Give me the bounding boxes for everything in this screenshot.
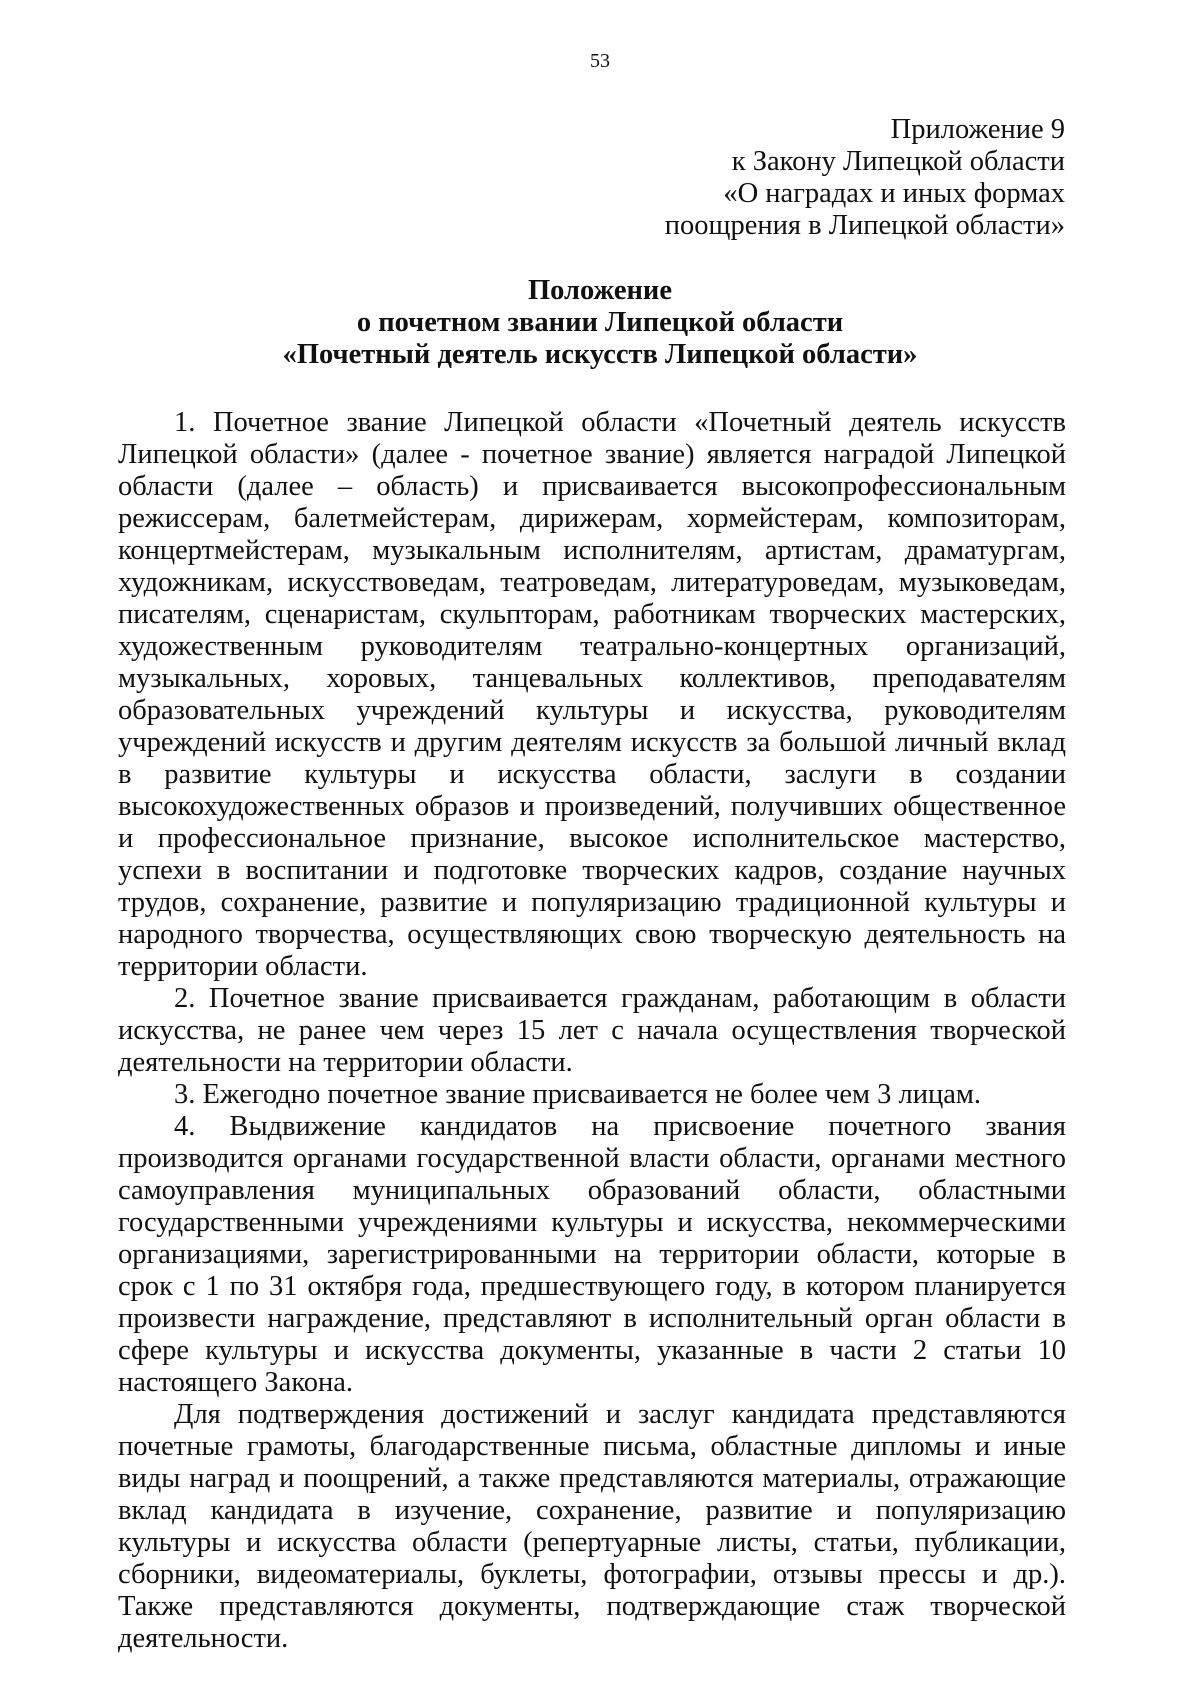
appendix-line: к Закону Липецкой области xyxy=(731,146,1065,177)
paragraph-4: 4. Выдвижение кандидатов на присвоение почетного звания производится органами государственной власти области, органами местного самоуправления муниципальных образований области, областными государственными учреждениями культуры и искусства, некоммерческими организациями, зарегистрированными на территории области, которые в срок с 1 по 31 октября года, предшествующего году, в котором планируется произвести награждение, представляют в исполнительный орган области в сфере культуры и искусства документы, указанные в части 2 статьи 10 настоящего Закона. xyxy=(118,1111,1066,1398)
title-line: Положение xyxy=(527,275,672,306)
appendix-line: поощрения в Липецкой области» xyxy=(664,210,1065,241)
paragraph-1: 1. Почетное звание Липецкой области «Почетный деятель искусств Липецкой области» (далее - почетное звание) является наградой Липецкой области (далее – область) и присваивается высокопрофессиональным режиссерам, балетмейстерам, дирижерам, хормейстерам, композиторам, концертмейстерам, музыкальным исполнителям, артистам, драматургам, художникам, искусствоведам, театроведам, литературоведам, музыковедам, писателям, сценаристам, скульпторам, работникам творческих мастерских, художественным руководителям театрально-концертных организаций, музыкальных, хоровых, танцевальных коллективов, преподавателям образовательных учреждений культуры и искусства, руководителям учреждений искусств и другим деятелям искусств за большой личный вклад в развитие культуры и искусства области, заслуги в создании высокохудожественных образов и произведений, получивших общественное и профессиональное признание, высокое исполнительское мастерство, успехи в воспитании и подготовке творческих кадров, создание научных трудов, сохранение, развитие и популяризацию традиционной культуры и народного творчества, осуществляющих свою творческую деятельность на территории области. xyxy=(118,407,1066,982)
page-number: 53 xyxy=(590,50,610,72)
paragraph-2: 2. Почетное звание присваивается гражданам, работающим в области искусства, не ранее чем через 15 лет с начала осуществления творческой деятельности на территории области. xyxy=(118,983,1066,1078)
appendix-line: «О наградах и иных формах xyxy=(723,178,1065,209)
appendix-header xyxy=(545,114,1065,242)
document-body xyxy=(118,407,1066,1655)
title-line: о почетном звании Липецкой области xyxy=(356,307,844,338)
title-line: «Почетный деятель искусств Липецкой области» xyxy=(282,339,918,370)
paragraph-5: Для подтверждения достижений и заслуг кандидата представляются почетные грамоты, благодарственные письма, областные дипломы и иные виды наград и поощрений, а также представляются материалы, отражающие вклад кандидата в изучение, сохранение, развитие и популяризацию культуры и искусства области (репертуарные листы, статьи, публикации, сборники, видеоматериалы, буклеты, фотографии, отзывы прессы и др.). Также представляются документы, подтверждающие стаж творческой деятельности. xyxy=(118,1399,1066,1654)
appendix-line: Приложение 9 xyxy=(890,114,1065,145)
paragraph-3: 3. Ежегодно почетное звание присваивается не более чем 3 лицам. xyxy=(174,1079,982,1110)
document-title xyxy=(0,275,1200,371)
